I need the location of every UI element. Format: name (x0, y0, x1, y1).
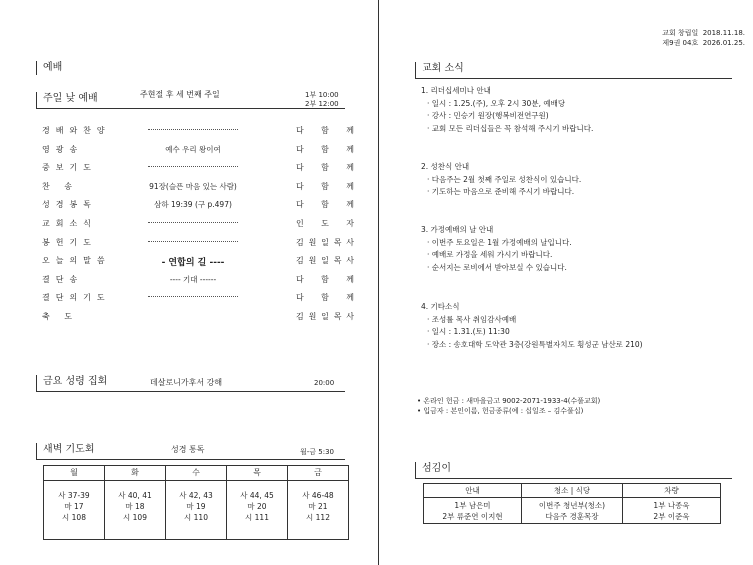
dawn-reading-3: 시 109 (123, 513, 147, 522)
dawn-reading-3: 시 110 (184, 513, 208, 522)
friday-title: 금요 성령 집회 (36, 375, 345, 392)
worship-item-name: 중보기도 (42, 163, 97, 173)
worship-item-leader: 인 도 자 (296, 219, 354, 228)
news-item-line: · 일시 : 1.31.(토) 11:30 (427, 327, 510, 336)
serving-header-vehicle: 차량 (623, 484, 721, 498)
worship-item-leader: 김 원 일 목 사 (296, 256, 354, 266)
dawn-day-name: 화 (105, 466, 165, 481)
news-item-line: · 장소 : 송호대학 도약관 3층(강원특별자치도 횡성군 남산로 210) (427, 339, 643, 349)
worship-item-leader: 다 함 께 (296, 163, 354, 173)
worship-item-name: 찬 송 (42, 181, 78, 191)
news-item-title: 4. 기타소식 (421, 302, 460, 311)
news-item-line: · 교회 모든 리더십들은 꼭 참석해 주시기 바랍니다. (427, 123, 594, 133)
sunday-times (305, 91, 339, 109)
serving-cell-clean: 이번주 청년부(청소) 다음주 경훈목장 (522, 498, 623, 524)
worship-item-content: 예수 우리 왕이여 (165, 144, 221, 154)
serving-table (423, 483, 721, 524)
sunday-subtitle: 주현절 후 세 번째 주일 (140, 90, 220, 99)
worship-section-title: 예배 (36, 61, 62, 75)
worship-item-name: 봉헌기도 (42, 237, 97, 247)
issue-date: 2026.01.25. (702, 39, 745, 47)
news-item-line: · 다음주는 2월 첫째 주일로 성찬식이 있습니다. (427, 174, 582, 184)
news-item (421, 224, 572, 274)
news-item (421, 301, 643, 351)
dawn-day-box (104, 465, 166, 540)
dawn-day-box (226, 465, 288, 540)
worship-item-leader: 다 함 께 (296, 144, 354, 154)
worship-item-name: 경배와찬양 (42, 126, 111, 135)
news-item-line: · 강사 : 민승기 원장(행복비전연구원) (427, 111, 549, 120)
serving-section-title: 섬김이 (415, 462, 732, 479)
news-item-line: · 일시 : 1.25.(주), 오후 2시 30분, 예배당 (427, 98, 566, 108)
worship-item-content: ---- 기대 ------ (169, 274, 217, 284)
dawn-reading-2: 마 19 (186, 502, 206, 511)
founding-date: 2018.11.18. (702, 29, 745, 37)
offering-info (417, 396, 600, 416)
dawn-time: 월-금 5:30 (300, 448, 334, 456)
dawn-reading-3: 시 112 (306, 513, 330, 522)
dawn-reading-3: 시 108 (62, 513, 86, 522)
dawn-title: 새벽 기도회 (36, 443, 345, 460)
news-item-line: · 예배로 가정을 세워 가시기 바랍니다. (427, 250, 553, 259)
worship-item-leader: 다 함 께 (296, 200, 354, 210)
offering-account: • 온라인 헌금 : 새마을금고 9002-2071-1933-4(수풀교회) (417, 397, 601, 405)
offering-depositor: • 입금자 : 본인이름, 헌금종류(예 : 십일조 – 김수풀십) (417, 407, 584, 415)
worship-item-placeholder (148, 166, 238, 167)
news-item-title: 3. 가정예배의 날 안내 (421, 225, 494, 234)
worship-item-leader: 김 원 일 목 사 (296, 237, 354, 247)
worship-item-content: 91장(슬픈 마음 있는 사람) (149, 181, 237, 191)
friday-subtitle: 데살로니가후서 강해 (150, 378, 223, 387)
news-item (421, 85, 593, 135)
dawn-reading-1: 사 46-48 (302, 491, 334, 500)
news-item-line: · 기도하는 마음으로 준비해 주시기 바랍니다. (427, 187, 575, 196)
serving-cell-vehicle: 1부 나종욱 2부 이준욱 (623, 498, 721, 524)
church-info (662, 28, 745, 48)
worship-item-leader: 다 함 께 (296, 181, 354, 191)
serving-cell-guide: 1부 남은미 2부 류준연 이지현 (424, 498, 522, 524)
worship-item-placeholder (148, 241, 238, 242)
news-item (421, 161, 581, 199)
worship-item-placeholder (148, 222, 238, 223)
worship-item-leader: 김 원 일 목 사 (296, 312, 354, 321)
dawn-reading-2: 마 17 (64, 502, 84, 511)
worship-item-name: 축 도 (42, 312, 78, 321)
worship-item-placeholder (148, 129, 238, 130)
friday-time: 20:00 (314, 379, 335, 387)
serving-header-guide: 안내 (424, 484, 522, 498)
sunday-worship-title: 주일 낮 예배 (36, 92, 345, 109)
worship-item-name: 결단의기도 (42, 293, 111, 303)
worship-item-leader: 다 함 께 (296, 126, 354, 135)
dawn-day-name: 수 (166, 466, 226, 481)
worship-item-name: 오늘의말씀 (42, 256, 111, 266)
dawn-subtitle: 성경 통독 (171, 445, 205, 454)
time-second: 2부 12:00 (305, 100, 339, 108)
worship-item-leader: 다 함 께 (296, 274, 354, 284)
worship-item-name: 성경봉독 (42, 200, 97, 210)
worship-item-name: 영광송 (42, 144, 84, 154)
news-item-line: · 순서지는 로비에서 받아보실 수 있습니다. (427, 262, 567, 272)
worship-item-leader: 다 함 께 (296, 293, 354, 303)
news-section-title: 교회 소식 (415, 62, 732, 79)
founding-label: 교회 창립일 (662, 29, 699, 37)
dawn-reading-2: 마 20 (247, 502, 267, 511)
worship-item-name: 교회소식 (42, 219, 97, 228)
dawn-reading-2: 마 21 (308, 502, 328, 511)
dawn-reading-1: 사 37-39 (58, 491, 90, 500)
dawn-day-box (43, 465, 105, 540)
dawn-day-name: 목 (227, 466, 287, 481)
news-item-title: 2. 성찬식 안내 (421, 162, 470, 171)
worship-item-content: - 연합의 길 ---- (161, 258, 225, 269)
dawn-day-name: 월 (44, 466, 104, 481)
dawn-day-name: 금 (288, 466, 348, 481)
dawn-day-box (165, 465, 227, 540)
news-item-title: 1. 리더십세미나 안내 (421, 86, 491, 95)
news-item-line: · 조성률 목사 취임감사예배 (427, 314, 517, 324)
time-first: 1부 10:00 (305, 91, 339, 99)
dawn-reading-3: 시 111 (245, 513, 269, 522)
issue-label: 제9권 04호 (662, 39, 699, 47)
dawn-reading-1: 사 40, 41 (118, 491, 152, 500)
serving-header-clean: 청소 | 식당 (522, 484, 623, 498)
worship-item-name: 결단송 (42, 274, 84, 284)
dawn-reading-2: 마 18 (125, 502, 145, 511)
dawn-reading-1: 사 42, 43 (179, 491, 213, 500)
worship-item-placeholder (148, 296, 238, 297)
dawn-day-box (287, 465, 349, 540)
dawn-reading-1: 사 44, 45 (240, 491, 274, 500)
news-item-line: · 이번주 토요일은 1월 가정예배의 날입니다. (427, 237, 572, 247)
page-divider (378, 0, 379, 565)
worship-item-content: 삼하 19:39 (구 p.497) (154, 200, 232, 210)
